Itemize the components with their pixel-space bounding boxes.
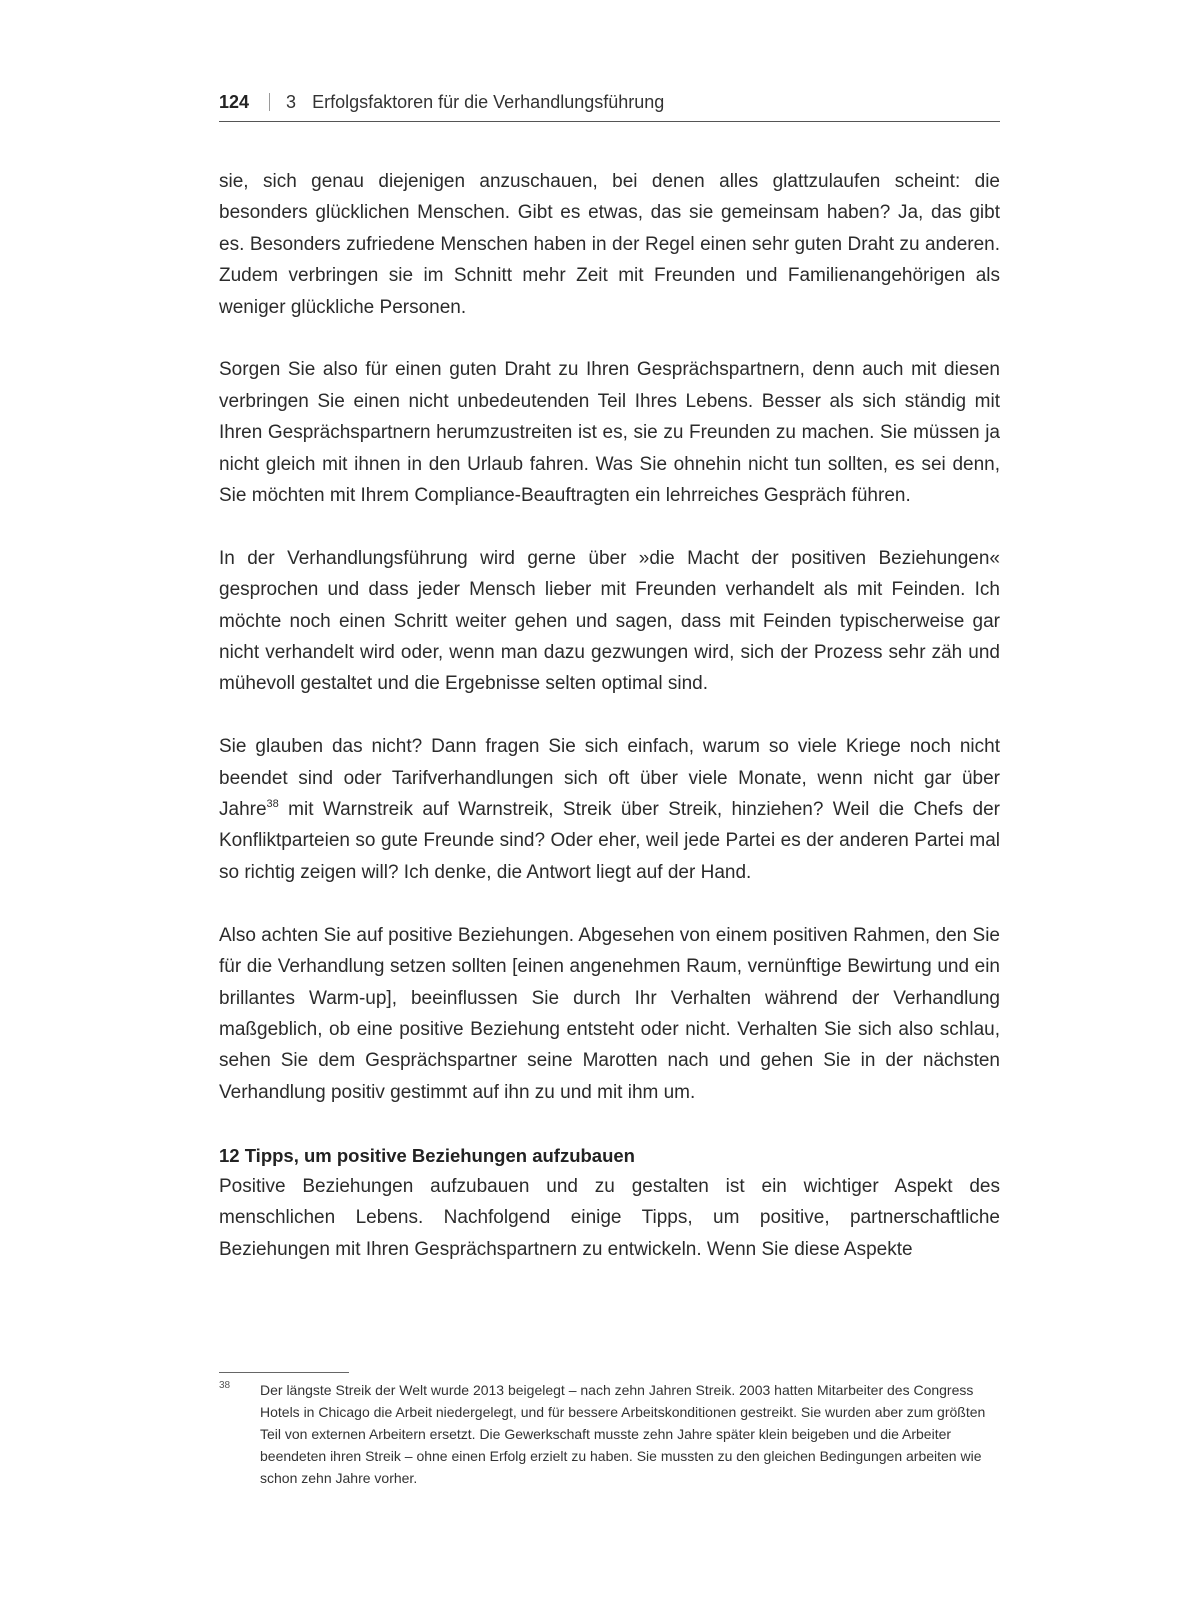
footnote-reference[interactable]: 38 [266, 798, 279, 811]
chapter-number: 3 [286, 92, 297, 112]
page-number: 124 [219, 92, 250, 112]
footnote-text: Der längste Streik der Welt wurde 2013 beigelegt – nach zehn Jahren Streik. 2003 hatten Mitarbeiter des Congress Hotels in Chicago die Arbeit niedergelegt, und für bessere Arbeitskonditionen gestreikt. Sie wurden aber zum größten Teil von externen Arbeitern ersetzt. Die Gewerkschaft musste zehn Jahre später klein beigeben und die Arbeiter beendeten ihren Streik – ohne einen Erfolg erzielt zu haben. Sie mussten zu den gleichen Bedingungen arbeiten wie schon zehn Jahre vorher. [260, 1382, 986, 1486]
running-header [219, 90, 1000, 122]
footnote-divider [219, 1372, 349, 1373]
chapter-title: Erfolgsfaktoren für die Verhandlungsführung [312, 92, 665, 112]
section-heading: 12 Tipps, um positive Beziehungen aufzubauen [219, 1144, 635, 1166]
header-separator [269, 93, 270, 111]
paragraph-text: Sie glauben das nicht? Dann fragen Sie sich einfach, warum so viele Kriege noch nicht beendet sind oder Tarifverhandlungen sich oft über viele Monate, wenn nicht gar über Jahre [219, 736, 1000, 821]
footnote [219, 1379, 1000, 1489]
paragraph [219, 731, 1000, 888]
paragraph: Also achten Sie auf positive Beziehungen. Abgesehen von einem positiven Rahmen, den Sie für die Verhandlung setzen sollten [einen angenehmen Raum, vernünftige Bewirtung und ein brillantes Warm-up], beeinflussen Sie durch Ihr Verhalten während der Verhandlung maßgeblich, ob eine positive Beziehung entsteht oder nicht. Verhalten Sie sich also schlau, sehen Sie dem Gesprächspartner seine Marotten nach und gehen Sie in der nächsten Verhandlung positiv gestimmt auf ihn zu und mit ihm um. [219, 924, 1000, 1103]
paragraph: In der Verhandlungsführung wird gerne über »die Macht der positiven Beziehungen« gesprochen und dass jeder Mensch lieber mit Freunden verhandelt als mit Feinden. Ich möchte noch einen Schritt weiter gehen und sagen, dass mit Feinden typischerweise gar nicht verhandelt wird oder, wenn man dazu gezwungen wird, sich der Prozess sehr zäh und mühevoll gestaltet und die Ergebnisse selten optimal sind. [219, 547, 1000, 695]
paragraph: sie, sich genau diejenigen anzuschauen, bei denen alles glattzulaufen scheint: die besonders glücklichen Menschen. Gibt es etwas, das sie gemeinsam haben? Ja, das gibt es. Besonders zufriedene Menschen haben in der Regel einen sehr guten Draht zu anderen. Zudem verbringen sie im Schnitt mehr Zeit mit Freunden und Familienangehörigen als weniger glückliche Personen. [219, 171, 1000, 318]
paragraph-text: mit Warnstreik auf Warnstreik, Streik über Streik, hinziehen? Weil die Chefs der Konfliktparteien so gute Freunde sind? Oder eher, weil jede Partei es der anderen Partei mal so richtig zeigen will? Ich denke, die Antwort liegt auf der Hand. [219, 799, 1000, 883]
footnote-marker: 38 [219, 1380, 231, 1391]
paragraph: Positive Beziehungen aufzubauen und zu gestalten ist ein wichtiger Aspekt des menschlichen Lebens. Nachfolgend einige Tipps, um positive, partnerschaftliche Beziehungen mit Ihren Gesprächspartnern zu entwickeln. Wenn Sie diese Aspekte [219, 1175, 1000, 1260]
paragraph: Sorgen Sie also für einen guten Draht zu Ihren Gesprächspartnern, denn auch mit diesen verbringen Sie einen nicht unbedeutenden Teil Ihres Lebens. Besser als sich ständig mit Ihren Gesprächspartnern herumzustreiten ist es, sie zu Freunden zu machen. Sie müssen ja nicht gleich mit ihnen in den Urlaub fahren. Was Sie ohnehin nicht tun sollten, es sei denn, Sie möchten mit Ihrem Compliance-Beauftragten ein lehrreiches Gespräch führen. [219, 359, 1000, 507]
body-text [219, 166, 1000, 1265]
